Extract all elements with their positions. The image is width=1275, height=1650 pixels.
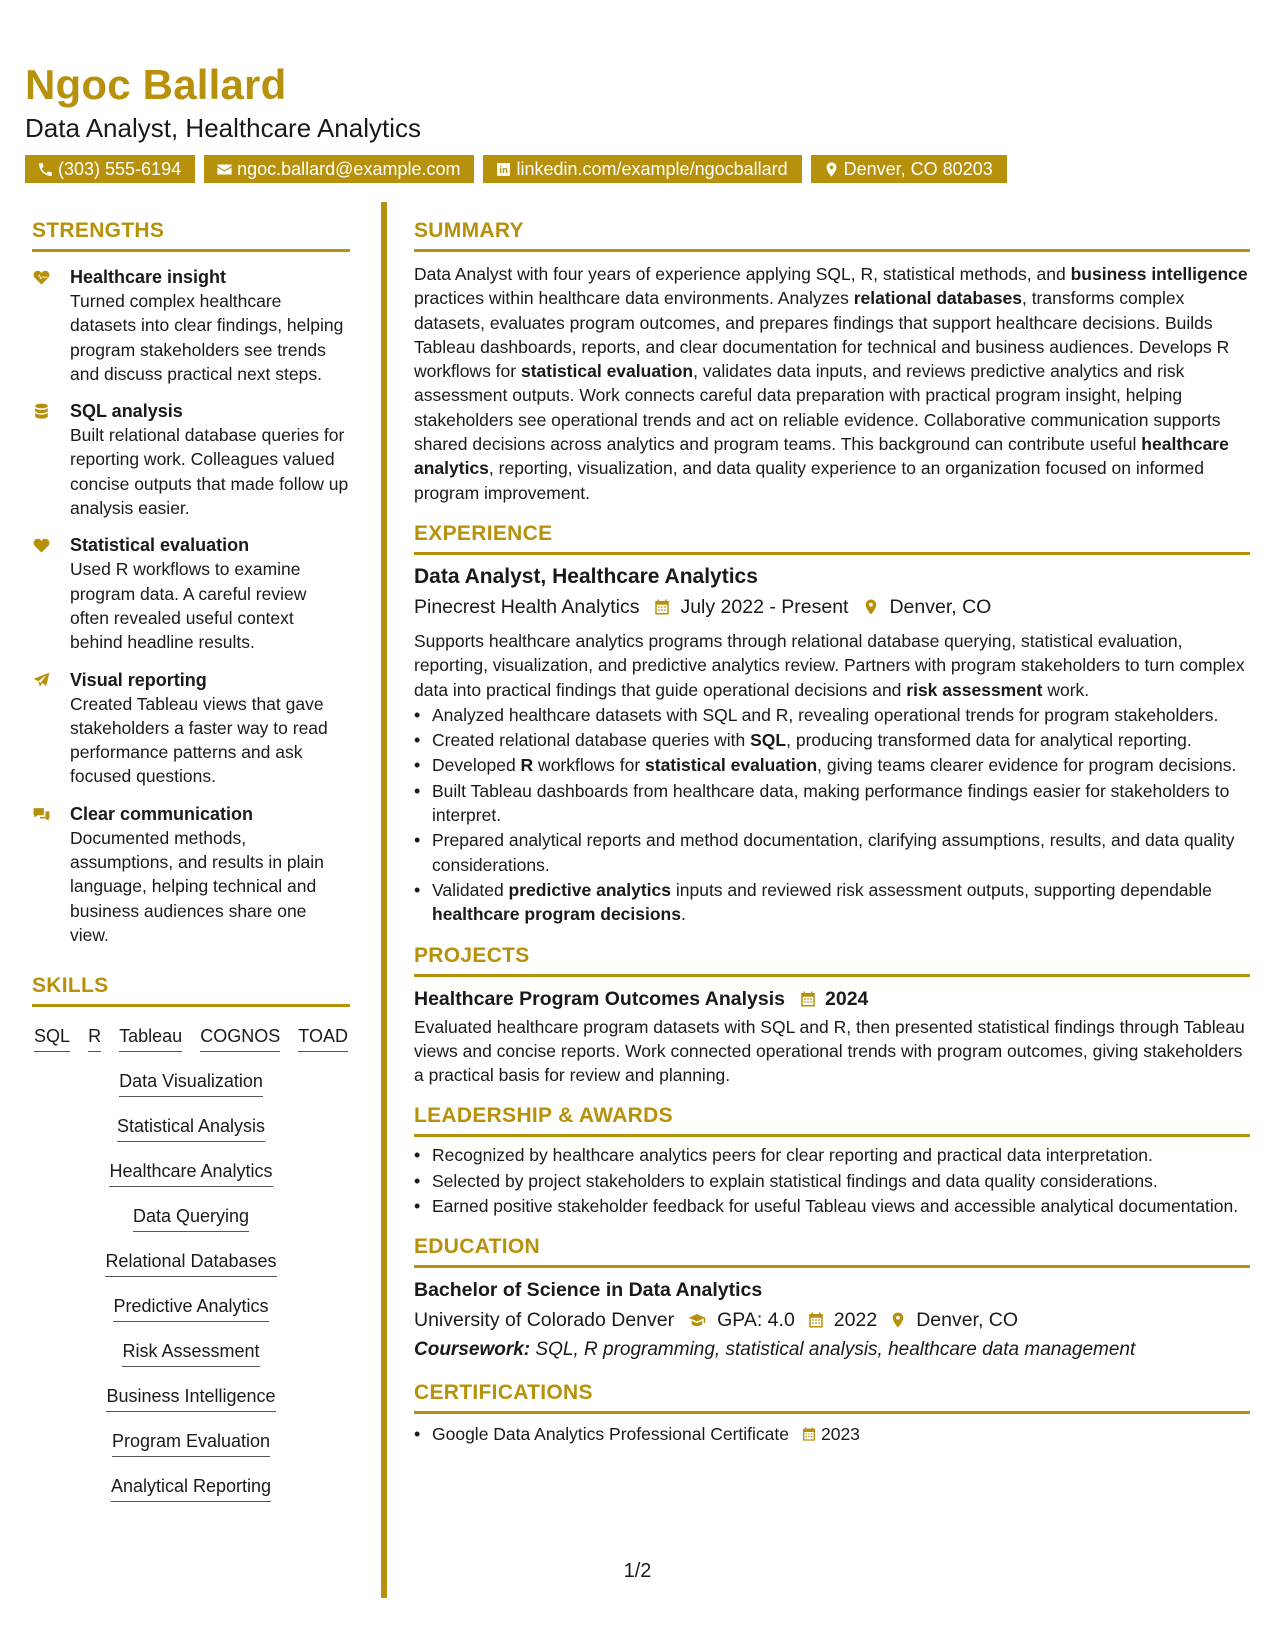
strength-title: Clear communication [70,803,254,824]
location-text: Denver, CO 80203 [843,159,993,179]
list-item [414,1422,1250,1446]
paper-plane-icon [32,671,51,690]
coursework [414,1336,1250,1364]
degree-title: Bachelor of Science in Data Analytics [414,1279,763,1302]
skill-tag: Program Evaluation [112,1428,270,1457]
skill-tag: Business Intelligence [106,1383,275,1412]
gpa: GPA: 4.0 [717,1309,795,1332]
skill-tag: Tableau [119,1023,182,1052]
certificate-year: 2023 [820,1424,860,1445]
summary-text: Data Analyst with four years of experience applying SQL, R, statistical methods, and business intelligence practices within healthcare data environments. Analyzes relational databases, transforms complex datasets, evaluates program outcomes, and prepares findings that support healthcare decisions. Builds Tableau dashboards, reports, and clear documentation for technical and business audiences. Develops R workflows for statistical evaluation, validates data inputs, and reviews predictive analytics and risk assessment outputs. Work connects careful data preparation with practical program insight, helping stakeholders see operational trends and act on reliable evidence. Collaborative communication supports shared decisions across analytics and program teams. This background can contribute useful healthcare analytics, reporting, visualization, and data quality experience to an organization focused on informed program improvement. [414,264,1248,503]
phone-icon [37,161,54,178]
heartbeat-icon [32,268,51,287]
job-dates: July 2022 - Present [680,595,849,618]
skill-tag: R [88,1023,101,1052]
strength-title: SQL analysis [70,401,183,422]
project-text: Evaluated healthcare program datasets with SQL and R, then presented statistical findings through Tableau views and concise reports. Work connected operational trends with program outcomes, giving stakeholders a practical basis for review and planning. [414,1016,1245,1086]
contact-phone[interactable] [25,155,195,183]
heart-icon [32,536,51,555]
list-item: • Created relational database queries with SQL, producing transformed data for analytical reporting. [414,728,1250,752]
strength-item [32,802,350,947]
strength-title: Visual reporting [70,669,207,690]
contact-email[interactable] [204,155,474,183]
skill-tag: Predictive Analytics [113,1293,268,1322]
leadership-section [414,1103,1250,1218]
envelope-icon [216,161,233,178]
strength-title: Healthcare insight [70,267,227,287]
skill-tag: Risk Assessment [122,1338,259,1367]
certifications-list [414,1422,1250,1446]
strength-text: Used R workflows to examine program data. A careful review often revealed useful context behind headline results. [70,559,307,653]
strengths-heading: STRENGTHS [32,218,350,252]
experience-heading: EXPERIENCE [414,521,1250,555]
company-name: Pinecrest Health Analytics [414,595,640,618]
graduation-cap-icon [686,1311,708,1329]
leadership-heading: LEADERSHIP & AWARDS [414,1103,1250,1137]
skill-tag: Data Querying [133,1203,249,1232]
strength-text: Documented methods, assumptions, and results in plain language, helping technical and business audiences share one view. [70,827,324,945]
phone-text: (303) 555-6194 [58,159,182,179]
graduation-year: 2022 [833,1309,878,1332]
skill-tag: Data Visualization [119,1068,263,1097]
skill-tag: TOAD [298,1023,348,1052]
linkedin-icon [495,161,512,178]
contact-bar [25,155,1255,183]
strength-text: Turned complex healthcare datasets into clear findings, helping program stakeholders see trends and discuss practical next steps. [70,291,344,384]
skill-tag: COGNOS [200,1023,280,1052]
list-item: • Prepared analytical reports and method documentation, clarifying assumptions, results, and data quality considerations. [414,828,1250,877]
school-location: Denver, CO [916,1309,1019,1332]
calendar-icon [801,1426,817,1442]
list-item: • Built Tableau dashboards from healthcare data, making performance findings easier for stakeholders to interpret. [414,779,1250,828]
database-icon [32,402,51,421]
list-item: • Analyzed healthcare datasets with SQL and R, revealing operational trends for program stakeholders. [414,703,1250,727]
education-heading: EDUCATION [414,1234,1250,1268]
list-item: • Recognized by healthcare analytics peers for clear reporting and practical data interpretation. [414,1143,1250,1167]
experience-bullets [414,703,1250,927]
school-name: University of Colorado Denver [414,1309,675,1332]
summary-section [414,218,1250,505]
project-header [414,985,1250,1013]
certifications-heading: CERTIFICATIONS [414,1380,1250,1414]
contact-location [811,155,1007,183]
coursework-label: Coursework: [414,1339,531,1361]
map-pin-icon [889,1311,907,1329]
skill-tag: Relational Databases [105,1248,276,1277]
skill-tag: SQL [34,1023,70,1052]
job-title: Data Analyst, Healthcare Analytics [414,564,758,588]
skill-tag: Analytical Reporting [111,1473,271,1502]
list-item: • Earned positive stakeholder feedback for useful Tableau views and accessible analytical documentation. [414,1194,1250,1218]
contact-linkedin[interactable] [483,155,801,183]
skill-tag: Healthcare Analytics [109,1158,272,1187]
resume-header [25,62,1255,183]
calendar-icon [807,1311,825,1329]
education-meta [414,1306,1250,1334]
left-column [32,218,350,1502]
education-section [414,1234,1250,1364]
strength-title: Statistical evaluation [70,535,250,556]
skill-tag: Statistical Analysis [117,1113,265,1142]
right-column [414,218,1250,1447]
experience-section [414,521,1250,927]
certifications-section [414,1380,1250,1446]
job-description: Supports healthcare analytics programs through relational database querying, statistical evaluation, reporting, visualization, and predictive analytics review. Partners with program stakeholders to turn complex data into practical findings that guide operational decisions and risk assessment work. [414,630,1245,700]
list-item: • Developed R workflows for statistical evaluation, giving teams clearer evidence for program decisions. [414,753,1250,777]
list-item: • Selected by project stakeholders to explain statistical findings and data quality considerations. [414,1169,1250,1193]
calendar-icon [799,990,817,1008]
strength-item [32,265,350,386]
column-divider [381,202,387,1598]
candidate-name: Ngoc Ballard [25,61,287,108]
skills-list [32,1052,350,1502]
strength-text: Created Tableau views that gave stakeholders a faster way to read performance patterns and ask focused questions. [70,693,328,787]
coursework-text: SQL, R programming, statistical analysis, healthcare data management [535,1339,1136,1361]
job-meta [414,593,1250,621]
page-number: 1/2 [623,1560,652,1582]
map-pin-icon [823,161,840,178]
list-item: • Validated predictive analytics inputs and reviewed risk assessment outputs, supporting dependable healthcare program decisions. [414,878,1250,927]
calendar-icon [653,598,671,616]
linkedin-text: linkedin.com/example/ngocballard [516,159,788,179]
strength-item [32,399,350,520]
skills-heading: SKILLS [32,973,350,1007]
projects-heading: PROJECTS [414,943,1250,977]
projects-section [414,943,1250,1088]
email-text: ngoc.ballard@example.com [237,159,461,179]
map-pin-icon [862,598,880,616]
strength-text: Built relational database queries for reporting work. Colleagues valued concise outputs that made follow up analysis easier. [70,425,349,519]
strength-item [32,533,350,654]
leadership-bullets [414,1143,1250,1218]
job-location: Denver, CO [889,595,992,618]
candidate-title: Data Analyst, Healthcare Analytics [25,113,421,143]
strength-item [32,668,350,789]
project-title: Healthcare Program Outcomes Analysis [414,987,786,1010]
chat-bubbles-icon [32,805,51,824]
project-year: 2024 [825,987,869,1010]
summary-heading: SUMMARY [414,218,1250,252]
certificate-name: • Google Data Analytics Professional Certificate [432,1424,789,1445]
skills-row [32,1023,350,1052]
